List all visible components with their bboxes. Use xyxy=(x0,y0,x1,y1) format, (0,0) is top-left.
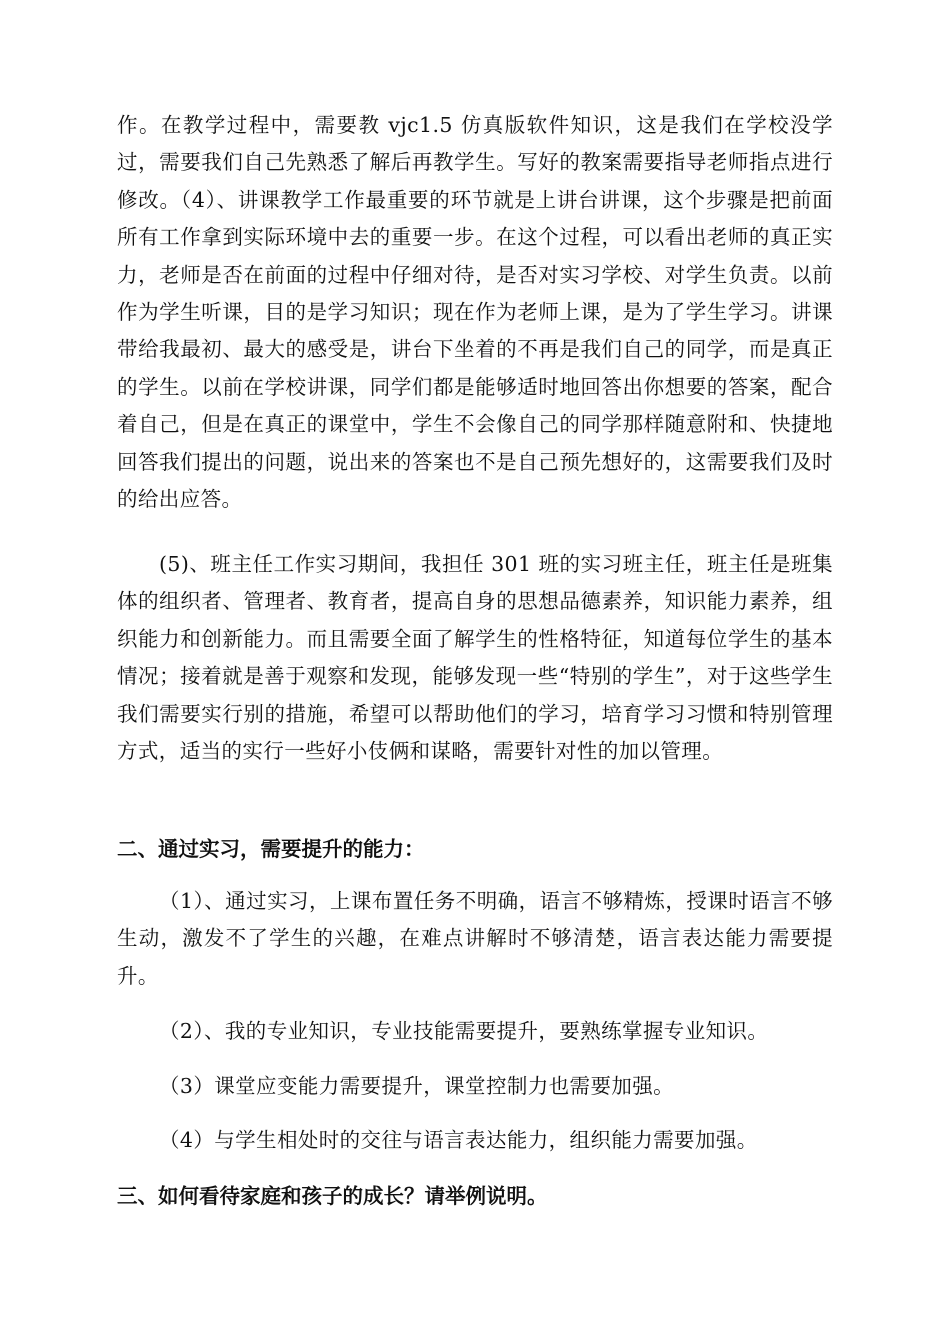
section-heading-family-growth: 三、如何看待家庭和孩子的成长？请举例说明。 xyxy=(117,1184,548,1208)
paragraph-teaching-process: 作。在教学过程中，需要教 vjc1.5 仿真版软件知识，这是我们在学校没学过，需要我们自己先熟悉了解后再教学生。写好的教案需要指导老师指点进行修改。（4）、讲课教学工作最重要的环节就是上讲台讲课，这个步骤是把前面所有工作拿到实际环境中去的重要一步。在这个过程，可以看出老师的真正实力，老师是否在前面的过程中仔细对待，是否对实习学校、对学生负责。以前作为学生听课，目的是学习知识；现在作为老师上课，是为了学生学习。讲课带给我最初、最大的感受是，讲台下坐着的不再是我们自己的同学，而是真正的学生。以前在学校讲课，同学们都是能够适时地回答出你想要的答案，配合着自己，但是在真正的课堂中，学生不会像自己的同学那样随意附和、快捷地回答我们提出的问题，说出来的答案也不是自己预先想好的，这需要我们及时的给出应答。 xyxy=(117,113,833,512)
paragraph-ability-2: （2）、我的专业知识，专业技能需要提升，要熟练掌握专业知识。 xyxy=(159,1019,769,1043)
paragraph-class-teacher-work: (5)、班主任工作实习期间，我担任 301 班的实习班主任，班主任是班集体的组织者、管理者、教育者，提高自身的思想品德素养，知识能力素养，组织能力和创新能力。而且需要全面了解学生的性格特征，知道每位学生的基本情况；接着就是善于观察和发现，能够发现一些“特别的学生”，对于这些学生我们需要实行别的措施，希望可以帮助他们的学习，培育学习习惯和特别管理方式，适当的实行一些好小伎俩和谋略，需要针对性的加以管理。 xyxy=(117,552,833,764)
paragraph-ability-3: （3）课堂应变能力需要提升，课堂控制力也需要加强。 xyxy=(159,1074,675,1098)
paragraph-ability-1: （1）、通过实习，上课布置任务不明确，语言不够精炼，授课时语言不够生动，激发不了学生的兴趣，在难点讲解时不够清楚，语言表达能力需要提升。 xyxy=(117,889,833,988)
paragraph-ability-4: （4）与学生相处时的交往与语言表达能力，组织能力需要加强。 xyxy=(159,1128,758,1152)
section-heading-abilities: 二、通过实习，需要提升的能力： xyxy=(117,837,425,861)
